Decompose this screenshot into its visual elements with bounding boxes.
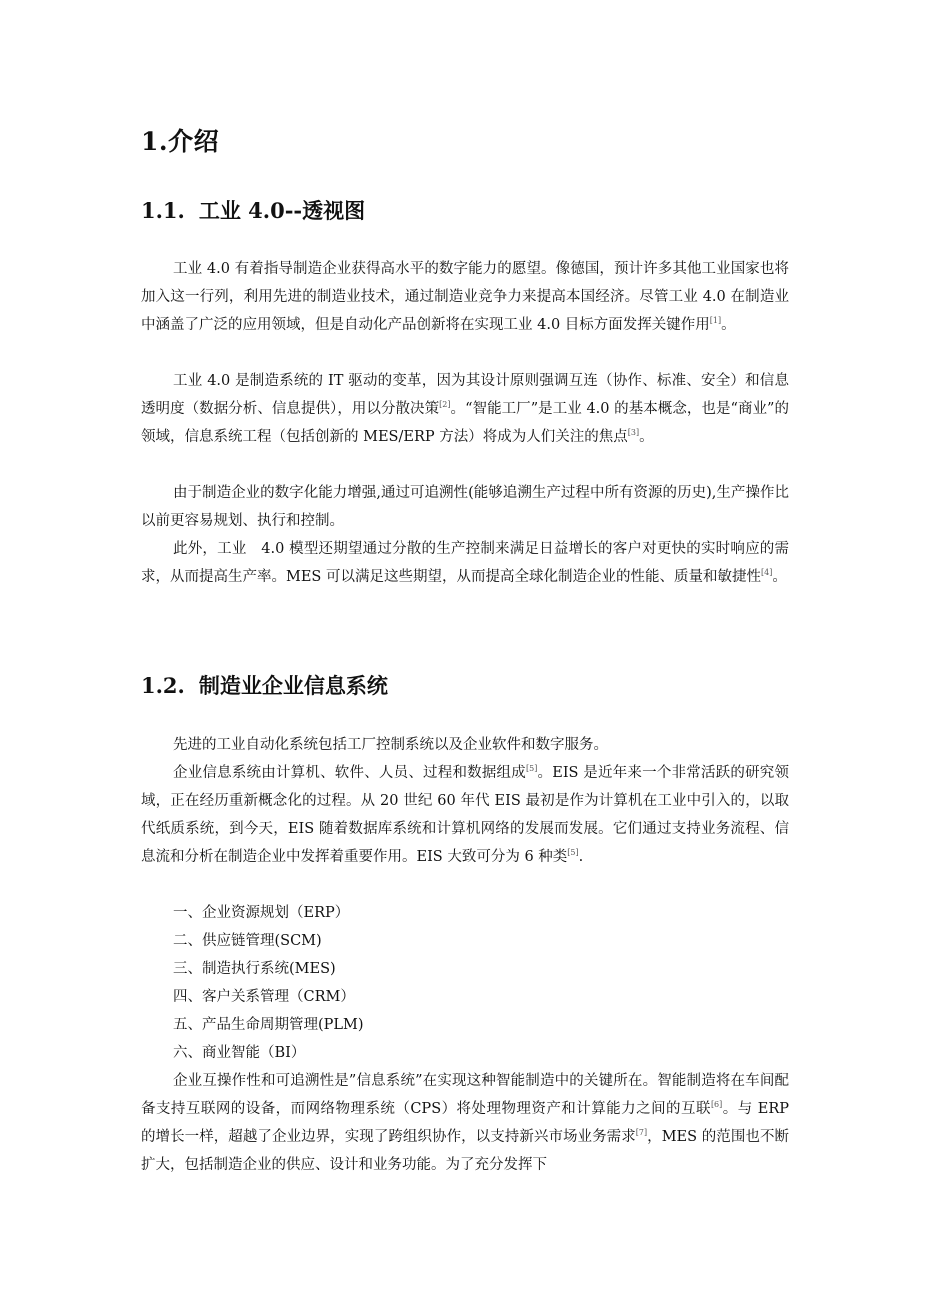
citation: [5] — [525, 764, 538, 773]
text-run: 。与 ERP 的增长一样，超越了企业边界，实现了跨组织协作，以支持新兴市场业务需求 — [141, 1101, 790, 1145]
paragraph — [141, 255, 789, 339]
text-run: 先进的工业自动化系统包括工厂控制系统以及企业软件和数字服务。 — [173, 737, 608, 753]
list-item: 三、制造执行系统(MES) — [173, 961, 336, 977]
section-1-heading — [141, 122, 219, 158]
citation: [4] — [760, 568, 773, 577]
text-run: 。 — [721, 317, 736, 333]
text-run: 由于制造企业的数字化能力增强,通过可追溯性(能够追溯生产过程中所有资源的历史),生产操作比以前更容易规划、执行和控制。 — [141, 485, 789, 529]
section-title: 介绍 — [168, 127, 220, 156]
list-item: 四、客户关系管理（CRM） — [173, 989, 355, 1005]
citation: [6] — [710, 1100, 723, 1109]
text-run: 此外，工业 4.0 模型还期望通过分散的生产控制来满足日益增长的客户对更快的实时响应的需求，从而提高生产率。MES 可以满足这些期望，从而提高全球化制造企业的性能、质量和敏捷性 — [141, 541, 789, 585]
section-number: 1.1. — [141, 198, 185, 223]
text-run: 。“智能工厂”是工业 4.0 的基本概念，也是“商业”的领域，信息系统工程（包括创新的 MES/ERP 方法）将成为人们关注的焦点 — [141, 401, 789, 445]
paragraph — [141, 367, 789, 451]
section-title: 工业 4.0--透视图 — [198, 198, 366, 223]
text-run: 工业 4.0 是制造系统的 IT 驱动的变革，因为其设计原则强调互连（协作、标准、安全）和信息透明度（数据分析、信息提供），用以分散决策 — [141, 373, 789, 417]
section-1-1-heading — [141, 195, 365, 225]
paragraph — [141, 731, 789, 759]
citation: [5] — [567, 848, 579, 857]
section-title: 制造业企业信息系统 — [198, 673, 388, 698]
paragraph — [141, 535, 789, 591]
text-run: 。 — [639, 429, 654, 445]
text-run: 企业信息系统由计算机、软件、人员、过程和数据组成 — [173, 765, 526, 781]
citation: [7] — [635, 1128, 648, 1137]
text-run: ，MES 的范围也不断扩大，包括制造企业的供应、设计和业务功能。为了充分发挥下 — [141, 1129, 789, 1173]
paragraph — [141, 759, 789, 871]
paragraph — [141, 479, 789, 535]
text-run: 。 — [772, 569, 787, 585]
section-1-2-heading — [141, 670, 388, 700]
section-number: 1.2. — [141, 673, 185, 698]
section-number: 1. — [141, 127, 169, 156]
list-item: 五、产品生命周期管理(PLM) — [173, 1017, 364, 1033]
text-run: . — [578, 849, 584, 865]
text-run: 企业互操作性和可追溯性是”信息系统”在实现这种智能制造中的关键所在。智能制造将在车间配备支持互联网的设备，而网络物理系统（CPS）将处理物理资产和计算能力之间的互联 — [141, 1073, 789, 1117]
list-item: 二、供应链管理(SCM) — [173, 933, 322, 949]
citation: [2] — [439, 400, 451, 409]
paragraph — [141, 1067, 789, 1179]
list-item: 一、企业资源规划（ERP） — [173, 905, 350, 921]
text-run: 。EIS 是近年来一个非常活跃的研究领域，正在经历重新概念化的过程。从 20 世纪 60 年代 EIS 最初是作为计算机在工业中引入的，以取代纸质系统，到今天，EIS 随着数据库系统和计算机网络的发展而发展。它们通过支持业务流程、信息流和分析在制造企业中发挥着重要作用。EIS 大致可分为 6 种类 — [141, 765, 790, 865]
citation: [1] — [709, 316, 722, 325]
list-item: 六、商业智能（BI） — [173, 1045, 306, 1061]
citation: [3] — [627, 428, 640, 437]
text-run: 工业 4.0 有着指导制造企业获得高水平的数字能力的愿望。像德国，预计许多其他工业国家也将加入这一行列，利用先进的制造业技术，通过制造业竞争力来提高本国经济。尽管工业 4.0 在制造业中涵盖了广泛的应用领域，但是自动化产品创新将在实现工业 4.0 目标方面发挥关键作用 — [141, 261, 789, 333]
